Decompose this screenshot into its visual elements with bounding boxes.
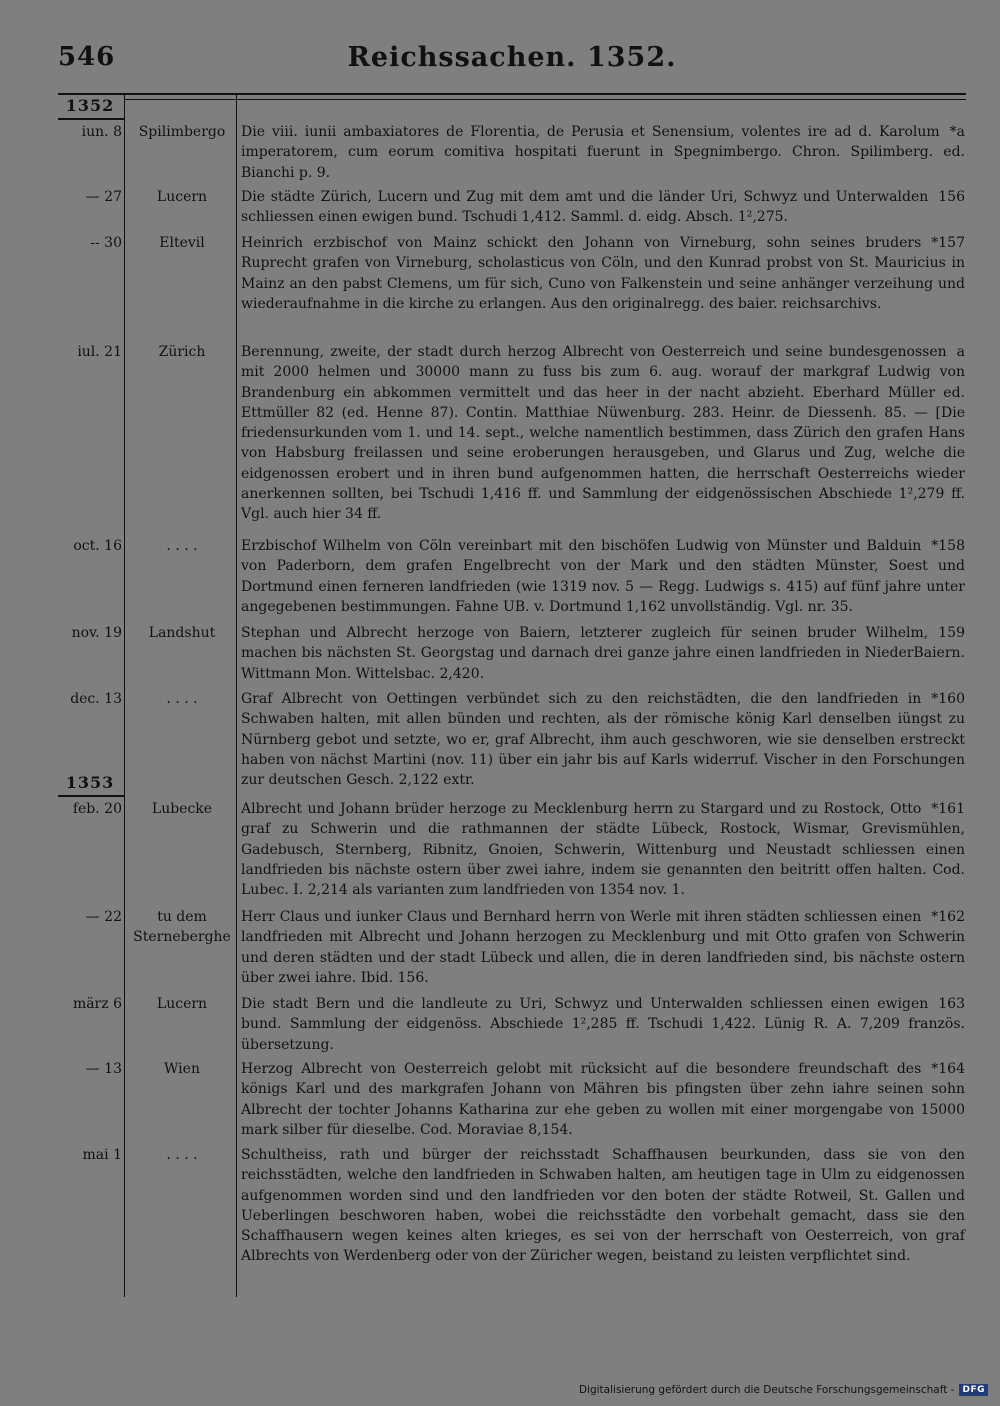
- register-entry: [58, 1059, 966, 1141]
- entry-text: *157 Heinrich erzbischof von Mainz schickt den Johann von Virneburg, sohn seines bruders Ruprecht grafen von Virneburg, scholasticus von Cöln, und den Kunrad probst von St. Mauricius in Mainz an den pabst Clemens, um für sich, Cuno von Falkenstein und seine anhänger verzeihung und wiederaufnahme in die kirche zu erlangen. Aus den originalregg. des baier. reichsarchivs.: [241, 235, 965, 312]
- register-entry: [58, 623, 966, 685]
- entry-number: *162: [931, 909, 965, 925]
- register-entry: [58, 799, 966, 903]
- footer-credit: Digitalisierung gefördert durch die Deutsche Forschungsgemeinschaft -: [578, 1384, 955, 1396]
- register-entry: [58, 122, 966, 184]
- entry-date: — 22: [85, 909, 122, 925]
- entry-number: 159: [938, 625, 965, 641]
- entry-text: *164 Herzog Albrecht von Oesterreich gelobt mit rücksicht auf die besondere freundschaft des königs Karl und des markgrafen Johann von Mähren bis pfingsten über zehn iahre seinen sohn Albrecht der tochter Johanns Katharina zur ehe geben zu wollen mit einer morgengabe von 15000 mark silber für dieselbe. Cod. Moraviae 8,154.: [241, 1061, 965, 1138]
- year-heading: 1353: [65, 773, 115, 792]
- entry-number: *157: [931, 235, 965, 251]
- year-rule: [58, 795, 124, 797]
- entry-place: Landshut: [148, 625, 216, 641]
- entry-number: *a: [949, 124, 965, 140]
- entry-date: mai 1: [82, 1147, 122, 1163]
- page-title: Reichssachen. 1352.: [347, 42, 677, 73]
- register-entry: [58, 907, 966, 991]
- entry-date: — 13: [85, 1061, 122, 1077]
- entry-text: *161 Albrecht und Johann brüder herzoge zu Mecklenburg herrn zu Stargard und zu Rostock, Otto graf zu Schwerin und die rathmannen der städte Lübeck, Rostock, Wismar, Grevismühlen, Gadebusch, Sternberg, Ribnitz, Gnoien, Schwerin, Wittenburg und Neustadt schliessen einen landfrieden bis nächste ostern über zwei iahre, indem sie genannten den beitritt offen halten. Cod. Lubec. I. 2,214 als varianten zum landfrieden von 1354 nov. 1.: [241, 801, 965, 899]
- dfg-logo: DFG: [959, 1384, 988, 1396]
- entry-number: 156: [938, 189, 965, 205]
- entry-date: dec. 13: [70, 691, 122, 707]
- entry-text: *158 Erzbischof Wilhelm von Cöln vereinbart mit den bischöfen Ludwig von Münster und Balduin von Paderborn, dem grafen Engelbrecht von der Mark und den städten Münster, Soest und Dortmund einen ferneren landfrieden (wie 1319 nov. 5 — Regg. Ludwigs s. 415) auf fünf jahre unter angegebenen bestimmungen. Fahne UB. v. Dortmund 1,162 unvollständig. Vgl. nr. 35.: [241, 538, 965, 615]
- entry-date: feb. 20: [72, 801, 122, 817]
- register-entry: [58, 342, 966, 534]
- entry-text: *a Die viii. iunii ambaxiatores de Florentia, de Perusia et Senensium, volentes ire ad d. Karolum imperatorem, cum eorum comitiva hospitati fuerunt in Spegnimbergo. Chron. Spilimberg. ed. Bianchi p. 9.: [241, 124, 965, 181]
- footer: [579, 1384, 988, 1396]
- register-entry: [58, 536, 966, 620]
- entry-place: . . . .: [166, 1147, 198, 1163]
- entry-place: Lubecke: [151, 801, 213, 817]
- entry-number: *161: [931, 801, 965, 817]
- entry-date: nov. 19: [71, 625, 122, 641]
- entry-text: *160 Graf Albrecht von Oettingen verbündet sich zu den reichstädten, die den landfrieden in Schwaben halten, mit allen bünden und rechten, als der römische könig Karl denselben iüngst zu Nürnberg gebot und setzte, wo er, graf Albrecht, ihm auch geschworen, wie sie denselben erstreckt haben von nächst Martini (nov. 11) über ein jahr bis auf Karls widerruf. Vischer in den Forschungen zur deutschen Gesch. 2,122 extr.: [241, 691, 965, 789]
- entry-place: . . . .: [166, 691, 198, 707]
- entry-number: *158: [931, 538, 965, 554]
- entry-date: iul. 21: [77, 344, 122, 360]
- entry-text: Schultheiss, rath und bürger der reichsstadt Schaffhausen beurkunden, dass sie von den reichsstädten, welche den landfrieden in Schwaben halten, am heutigen tage in Ulm zu eidgenossen aufgenommen worden sind und den landfrieden vor den boten der städte Rotweil, St. Gallen und Ueberlingen beschworen haben, wobei die reichsstädte den vorbehalt gemacht, dass sie den Schaffhausern wegen keines alten krieges, es sei von der herrschaft von Oesterreich, von graf Albrechts von Werdenberg oder von der Züricher wegen, beistand zu leisten verpflichtet sind.: [241, 1147, 965, 1265]
- entry-place: Lucern: [156, 996, 208, 1012]
- entry-number: *164: [931, 1061, 965, 1077]
- entry-date: oct. 16: [73, 538, 122, 554]
- entry-text: 156 Die städte Zürich, Lucern und Zug mit dem amt und die länder Uri, Schwyz und Unterwalden schliessen einen ewigen bund. Tschudi 1,412. Samml. d. eidg. Absch. 1²,275.: [241, 189, 965, 226]
- entry-number: 163: [938, 996, 965, 1012]
- entry-date: märz 6: [72, 996, 122, 1012]
- entry-number: a: [956, 344, 965, 360]
- header-rule: [58, 93, 966, 95]
- entry-place: Spilimbergo: [138, 124, 226, 140]
- register-entry: [58, 689, 966, 793]
- register-entry: [58, 1145, 966, 1275]
- header-rule-thin: [124, 99, 966, 100]
- entry-number: *160: [931, 691, 965, 707]
- entry-place: Wien: [164, 1061, 200, 1077]
- entry-place: Lucern: [156, 189, 208, 205]
- register-entry: [58, 187, 966, 229]
- register-entry: [58, 233, 966, 338]
- entry-place: . . . .: [166, 538, 198, 554]
- entry-place: tu dem Sterneberghe: [133, 909, 231, 946]
- entry-place: Eltevil: [159, 235, 205, 251]
- entry-date: iun. 8: [81, 124, 122, 140]
- year-heading: 1352: [65, 96, 115, 115]
- register-entry: [58, 994, 966, 1056]
- entry-text: a Berennung, zweite, der stadt durch herzog Albrecht von Oesterreich und seine bundesgenossen mit 2000 helmen und 30000 mann zu fuss bis zum 6. aug. worauf der markgraf Ludwig von Brandenburg ein abkommen vermittelt und das heer in der nacht abzieht. Eberhard Müller ed. Ettmüller 82 (ed. Henne 87). Contin. Matthiae Nüwenburg. 283. Heinr. de Diessenh. 85. — [Die friedensurkunden vom 1. und 14. sept., welche namentlich bestimmen, dass Zürich den grafen Hans von Habsburg freilassen und seine eroberungen herausgeben, und Glarus und Zug, welche die eidgenossen erobert und in ihren bund aufgenommen hatten, die herrschaft Oesterreichs wieder anerkennen sollten, bei Tschudi 1,416 ff. und Sammlung der eidgenössischen Abschiede 1²,279 ff. Vgl. auch hier 34 ff.: [241, 344, 965, 523]
- entry-date: -- 30: [90, 235, 122, 251]
- entry-text: 163 Die stadt Bern und die landleute zu Uri, Schwyz und Unterwalden schliessen einen ewigen bund. Sammlung der eidgenöss. Abschiede 1²,285 ff. Tschudi 1,422. Lünig R. A. 7,209 französ. übersetzung.: [241, 996, 965, 1053]
- entry-date: — 27: [85, 189, 122, 205]
- entry-place: Zürich: [158, 344, 206, 360]
- entry-text: 159 Stephan und Albrecht herzoge von Baiern, letzterer zugleich für seinen bruder Wilhelm, machen bis nächsten St. Georgstag und darnach drei ganze jahre einen landfrieden in NiederBaiern. Wittmann Mon. Wittelsbac. 2,420.: [241, 625, 965, 682]
- page-number: 546: [58, 42, 116, 72]
- page-header: [58, 42, 966, 84]
- entry-text: *162 Herr Claus und iunker Claus und Bernhard herrn von Werle mit ihren städten schliessen einen landfrieden mit Albrecht und Johann herzogen zu Mecklenburg und mit Otto grafen von Schwerin und deren städten und der stadt Lübeck und allen, die in deren landfrieden sind, bis nächste ostern über zwei iahre. Ibid. 156.: [241, 909, 965, 986]
- year-rule: [58, 118, 124, 120]
